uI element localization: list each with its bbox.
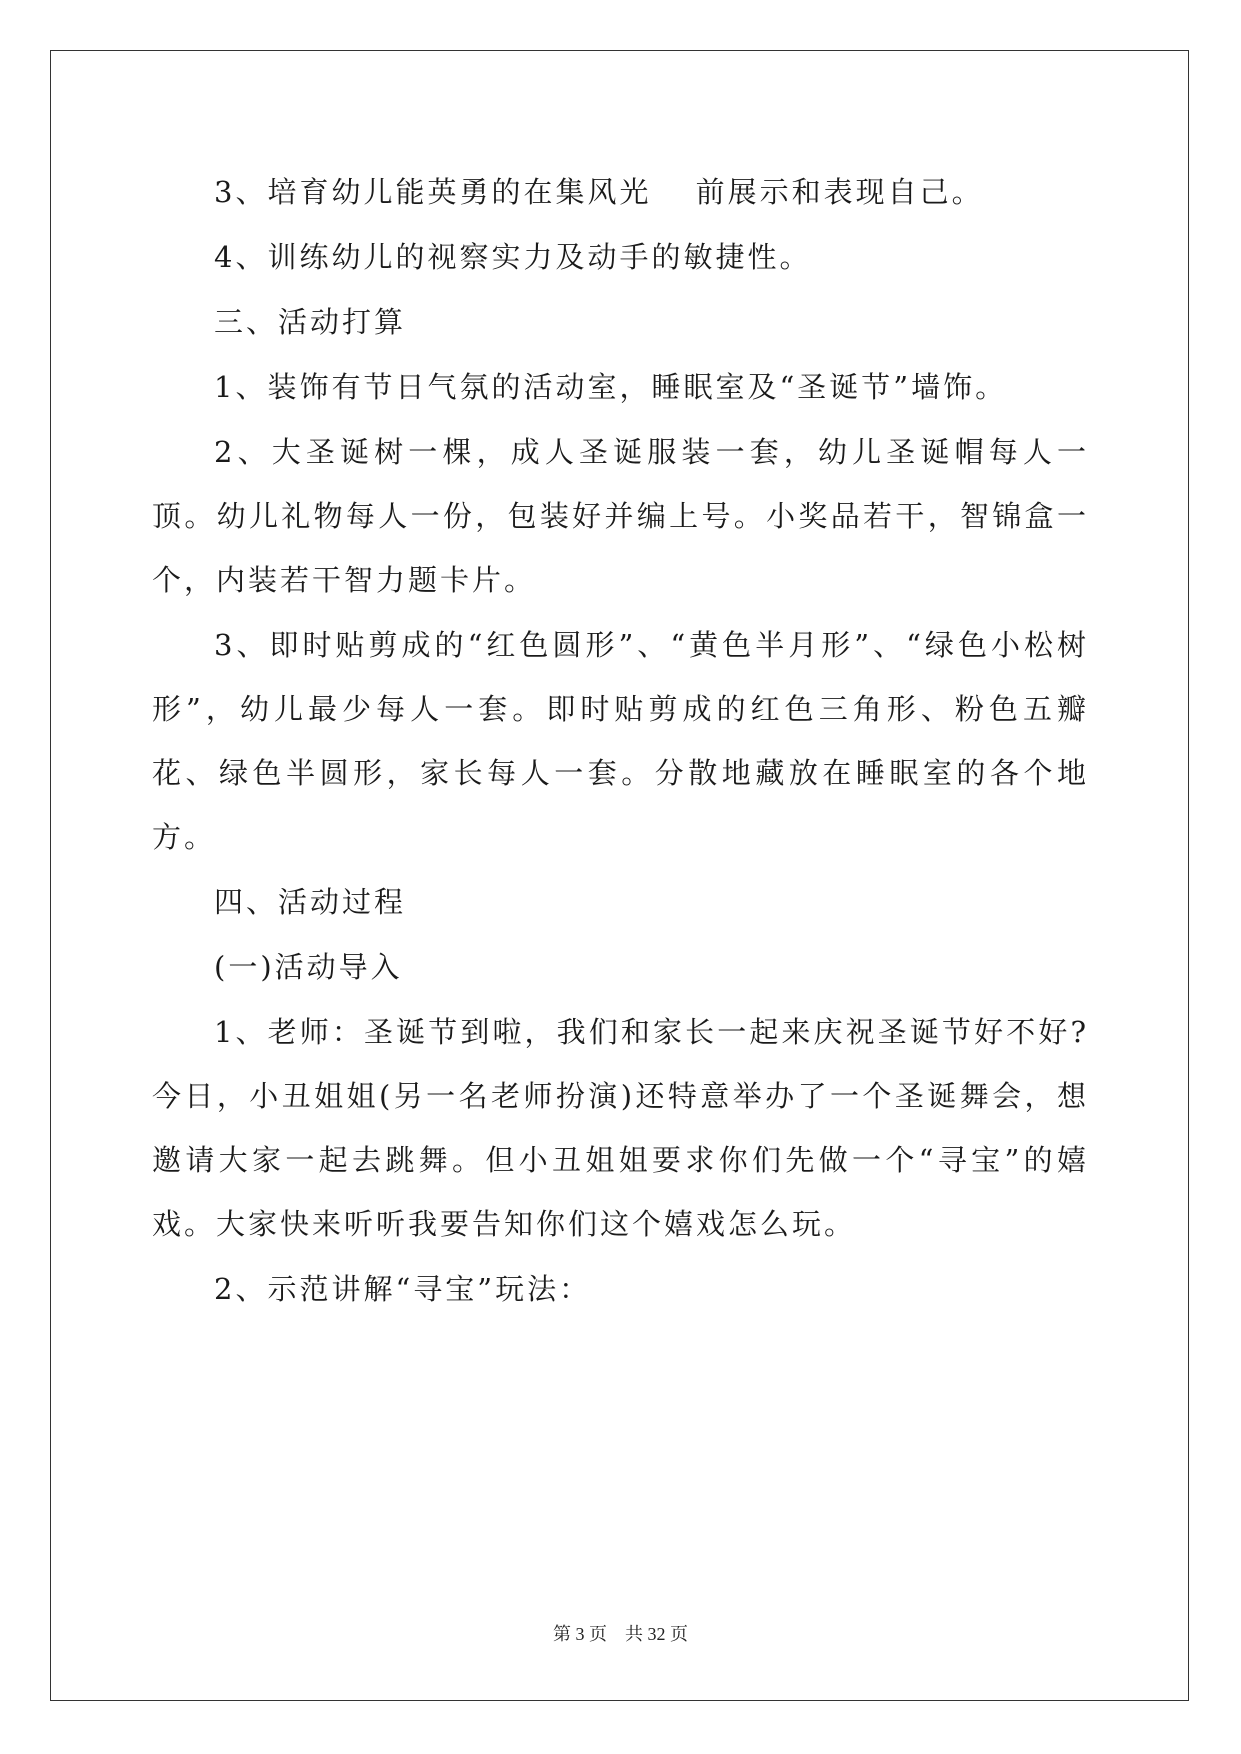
paragraph-prep-1: 1、装饰有节日气氛的活动室，睡眠室及“圣诞节”墙饰。 xyxy=(214,370,1008,404)
paragraph-prep-3: 3、即时贴剪成的“红色圆形”、“黄色半月形”、“绿色小松树形”，幼儿最少每人一套。即时贴剪成的红色三角形、粉色五瓣花、绿色半圆形，家长每人一套。分散地藏放在睡眠室的各个地方。 xyxy=(152,628,1089,854)
paragraph-prep-2: 2、大圣诞树一棵，成人圣诞服装一套，幼儿圣诞帽每人一顶。幼儿礼物每人一份，包装好并编上号。小奖品若干，智锦盒一个，内装若干智力题卡片。 xyxy=(152,435,1089,597)
section-heading-preparation: 三、活动打算 xyxy=(214,305,407,339)
paragraph-process-1: 1、老师：圣诞节到啦，我们和家长一起来庆祝圣诞节好不好?今日，小丑姐姐(另一名老师扮演)还特意举办了一个圣诞舞会，想邀请大家一起去跳舞。但小丑姐姐要求你们先做一个“寻宝”的嬉戏。大家快来听听我要告知你们这个嬉戏怎么玩。 xyxy=(152,1015,1089,1241)
subsection-heading-intro: (一)活动导入 xyxy=(214,950,403,984)
paragraph-goal-4: 4、训练幼儿的视察实力及动手的敏捷性。 xyxy=(214,240,812,274)
section-heading-process: 四、活动过程 xyxy=(214,885,407,919)
paragraph-goal-3: 3、培育幼儿能英勇的在集风光 前展示和表现自己。 xyxy=(214,175,984,209)
page-number-footer: 第 3 页 共 32 页 xyxy=(553,1624,688,1644)
document-body xyxy=(152,160,1089,1322)
paragraph-process-2: 2、示范讲解“寻宝”玩法： xyxy=(214,1272,592,1306)
